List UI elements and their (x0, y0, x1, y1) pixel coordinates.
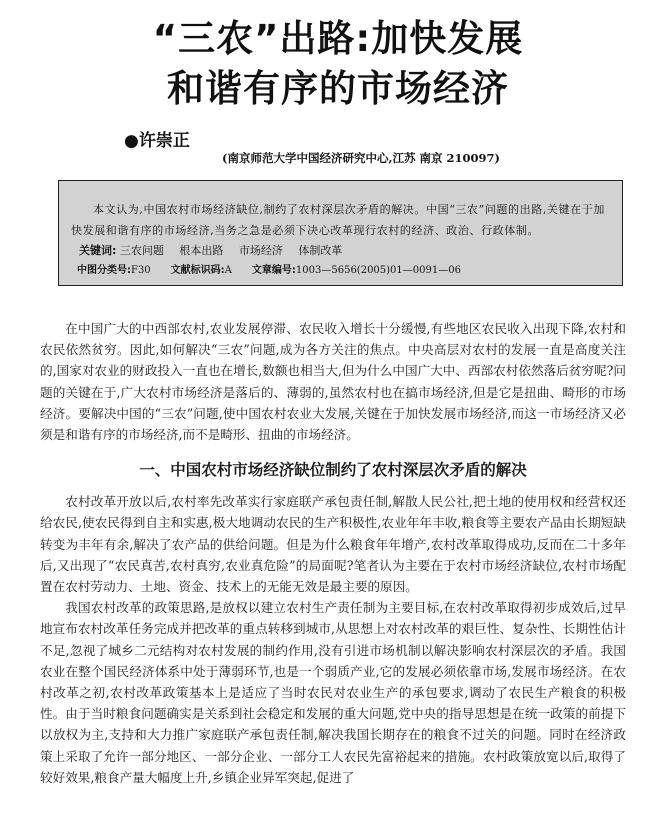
keyword-item: 市场经济 (238, 244, 283, 257)
article-body (40, 318, 626, 788)
keyword-item: 体制改革 (298, 244, 343, 257)
author-name: ●许崇正 (124, 131, 190, 151)
keywords-line (71, 241, 608, 261)
keywords-label: 关键词: (79, 244, 117, 257)
class-number-label: 中图分类号: (77, 265, 131, 276)
keyword-item: 根本出路 (179, 244, 224, 257)
class-number-value: F30 (131, 265, 151, 276)
doc-code-label: 文献标识码: (170, 265, 225, 276)
abstract-box (58, 180, 623, 286)
abstract-text: 本文认为,中国农村市场经济缺位,制约了农村深层次矛盾的解决。中国“三农”问题的出路,关键在于加快发展和谐有序的市场经济,当务之急是必须下决心改革现行农村的经济、政治、行政体制。 (71, 203, 605, 237)
article-title (78, 14, 598, 114)
section-heading: 一、中国农村市场经济缺位制约了农村深层次矛盾的解决 (139, 461, 527, 480)
keyword-item: 三农问题 (119, 244, 164, 257)
doc-code-value: A (224, 265, 232, 276)
title-line-1: “三农”出路:加快发展 (152, 17, 524, 60)
body-paragraph: 我国农村改革的政策思路,是放权以建立农村生产责任制为主要目标,在农村改革取得初步成效后,过早地宣布农村改革任务完成并把改革的重点转移到城市,从思想上对农村改革的艰巨性、复杂性、长期性估计不足,忽视了城乡二元结构对农村发展的制约作用,没有引进市场机制以解决影响农村深层次的矛盾。我国农业在整个国民经济体系中处于薄弱环节,也是一个弱质产业,它的发展必须依靠市场,发展市场经济。在农村改革之初,农村改革政策基本上是适应了当时农民对农业生产的承包要求,调动了农民生产粮食的积极性。由于当时粮食问题确实是关系到社会稳定和发展的重大问题,党中央的指导思想是在统一政策的前提下以放权为主,支持和大力推广家庭联产承包责任制,解决我国长期存在的粮食不过关的问题。同时在经济政策上采取了允许一部分地区、一部分企业、一部分工人农民先富裕起来的措施。农村政策放宽以后,取得了较好效果,粮食产量大幅度上升,乡镇企业异军突起,促进了 (40, 600, 626, 785)
intro-paragraph: 在中国广大的中西部农村,农业发展停滞、农民收入增长十分缓慢,有些地区农民收入出现下降,农村和农民依然贫穷。因此,如何解决“三农”问题,成为各方关注的焦点。中央高层对农村的发展一直是高度关注的,国家对农业的财政投入一直也在增长,数额也相当大,但为什么中国广大中、西部农村依然落后贫穷呢?问题的关键在于,广大农村市场经济是落后的、薄弱的,虽然农村也在搞市场经济,但是它是扭曲、畸形的市场经济。要解决中国的“三农”问题,使中国农村农业大发展,关键在于加快发展市场经济,而这一市场经济又必须是和谐有序的市场经济,而不是畸形、扭曲的市场经济。 (40, 321, 626, 443)
body-paragraph: 农村改革开放以后,农村率先改革实行家庭联产承包责任制,解散人民公社,把土地的使用权和经营权还给农民,使农民得到自主和实惠,极大地调动农民的生产积极性,农业年年丰收,粮食等主要农产品由长期短缺转变为丰年有余,解决了农产品的供给问题。但是为什么粮食年年增产,农村改革取得成功,反而在二十多年后,又出现了“农民真苦,农村真穷,农业真危险”的局面呢?笔者认为主要在于农村市场经济缺位,农村市场配置在农村劳动力、土地、资金、技术上的无能无效是最主要的原因。 (40, 494, 626, 595)
article-number-value: 1003—5656(2005)01—0091—06 (295, 265, 461, 276)
classification-line (71, 261, 608, 281)
author-affiliation: (南京师范大学中国经济研究中心,江苏 南京 210097) (222, 151, 500, 165)
article-number-label: 文章编号: (251, 265, 296, 276)
title-line-2: 和谐有序的市场经济 (167, 67, 509, 110)
